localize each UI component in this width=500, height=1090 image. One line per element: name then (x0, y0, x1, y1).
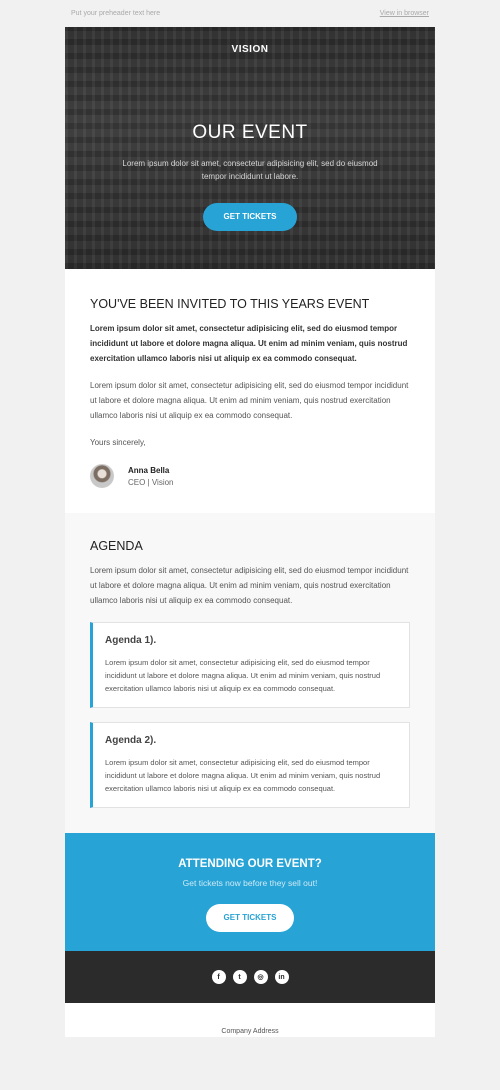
closing-text: Yours sincerely, (90, 438, 146, 447)
social-bar (65, 951, 435, 1003)
company-address: Company Address (65, 1003, 435, 1037)
view-in-browser-link[interactable]: View in browser (379, 10, 429, 17)
agenda-heading: AGENDA (90, 539, 143, 553)
agenda-card (90, 722, 410, 808)
facebook-icon[interactable]: f (212, 970, 226, 984)
brand-logo-text: VISION (231, 44, 269, 55)
signature (90, 464, 410, 488)
signer-name: Anna Bella (128, 465, 170, 475)
signer-role: CEO | Vision (128, 477, 174, 487)
hero-title: OUR EVENT (192, 122, 308, 143)
agenda-card (90, 622, 410, 708)
agenda-card-title: Agenda 1). (105, 635, 157, 646)
cta-title: ATTENDING OUR EVENT? (178, 858, 322, 870)
invitation-paragraph: Lorem ipsum dolor sit amet, consectetur adipisicing elit, sed do eiusmod tempor incididunt ut labore et dolore magna aliqua. Ut enim ad minim veniam, quis nostrud exercitation ullamco laboris nisi ut aliquip ex ea commodo consequat. (90, 381, 409, 420)
preheader-text: Put your preheader text here (71, 10, 161, 17)
email-container (65, 27, 435, 1037)
hero-banner (65, 27, 435, 269)
agenda-card-text: Lorem ipsum dolor sit amet, consectetur adipisicing elit, sed do eiusmod tempor incididunt ut labore et dolore magna aliqua. Ut enim ad minim veniam, quis nostrud exercitation ullamco laboris nisi ut aliquip ex ea commodo consequat. (105, 658, 381, 693)
preheader-bar (65, 0, 435, 27)
invitation-bold-paragraph: Lorem ipsum dolor sit amet, consectetur adipisicing elit, sed do eiusmod tempor incididunt ut labore et dolore magna aliqua. Ut enim ad minim veniam, quis nostrud exercitation ullamco laboris nisi ut aliquip ex ea commodo consequat. (90, 324, 408, 363)
twitter-icon[interactable]: t (233, 970, 247, 984)
hero-subtitle: Lorem ipsum dolor sit amet, consectetur adipisicing elit, sed do eiusmod tempor incididunt ut labore. (122, 159, 378, 181)
hero-get-tickets-button[interactable]: GET TICKETS (203, 203, 297, 231)
agenda-card-title: Agenda 2). (105, 735, 157, 746)
invitation-heading: YOU'VE BEEN INVITED TO THIS YEARS EVENT (90, 297, 370, 311)
linkedin-icon[interactable]: in (275, 970, 289, 984)
instagram-icon[interactable]: ◎ (254, 970, 268, 984)
avatar (90, 464, 114, 488)
invitation-section (65, 269, 435, 513)
cta-section (65, 833, 435, 951)
agenda-card-text: Lorem ipsum dolor sit amet, consectetur adipisicing elit, sed do eiusmod tempor incididunt ut labore et dolore magna aliqua. Ut enim ad minim veniam, quis nostrud exercitation ullamco laboris nisi ut aliquip ex ea commodo consequat. (105, 758, 381, 793)
agenda-section (65, 513, 435, 833)
cta-subtitle: Get tickets now before they sell out! (182, 878, 318, 888)
agenda-intro: Lorem ipsum dolor sit amet, consectetur adipisicing elit, sed do eiusmod tempor incididunt ut labore et dolore magna aliqua. Ut enim ad minim veniam, quis nostrud exercitation ullamco laboris nisi ut aliquip ex ea commodo consequat. (90, 566, 409, 605)
cta-get-tickets-button[interactable]: GET TICKETS (206, 904, 294, 932)
